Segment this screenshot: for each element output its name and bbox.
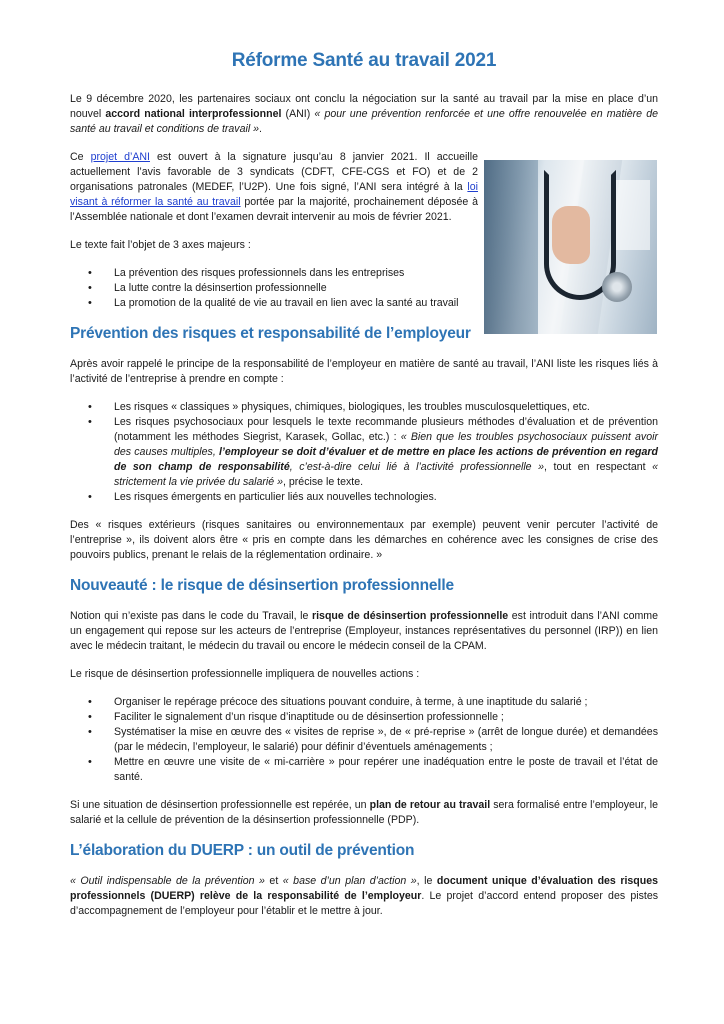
page-title: Réforme Santé au travail 2021 bbox=[231, 50, 497, 71]
external-risks-paragraph: Des « risques extérieurs (risques sanitaires ou environnementaux par exemple) peuvent venir percuter l’activité de l’entreprise », ils doivent alors être « pris en compte dans les démarches en cohérence avec les consignes de crise des pouvoirs publics, prenant le relais de la réglementation ordinaire. » bbox=[70, 519, 658, 561]
actions-list bbox=[70, 695, 658, 785]
loi-link[interactable]: loi visant à réformer la santé au travail bbox=[70, 181, 478, 208]
desinsertion-paragraph: Notion qui n’existe pas dans le code du Travail, le risque de désinsertion professionnelle est introduit dans l’ANI comme un engagement qui repose sur les acteurs de l’entreprise (Employeur, instances représentatives du personnel (IRP)) en lien avec le médecin traitant, le médecin du travail ou encore le médecin conseil de la CPAM. bbox=[70, 610, 659, 652]
section-heading-prevention: Prévention des risques et responsabilité de l’employeur bbox=[70, 325, 471, 342]
list-item: • Les risques psychosociaux pour lesquels le texte recommande plusieurs méthodes d’évaluation et de prévention (notamment les méthodes Siegrist, Karasek, Gollac, etc.) : « Bien que les troubles psychosociaux puissent avoir des causes multiples, l’employeur se doit d’évaluer et de mettre en place les actions de prévention en regard de son champ de responsabilité, c’est-à-dire celui lié à l’activité professionnelle », tout en respectant « strictement la vie privée du salarié », précise le texte. bbox=[114, 415, 658, 490]
section-heading-duerp: L’élaboration du DUERP : un outil de prévention bbox=[70, 842, 415, 859]
list-item: • Mettre en œuvre une visite de « mi-carrière » pour repérer une inadéquation entre le poste de travail et l’état de santé. bbox=[114, 755, 658, 785]
doctor-stethoscope-image bbox=[484, 160, 657, 334]
list-item: • Faciliter le signalement d’un risque d’inaptitude ou de désinsertion professionnelle ; bbox=[114, 710, 658, 725]
actions-intro: Le risque de désinsertion professionnelle impliquera de nouvelles actions : bbox=[70, 668, 420, 680]
list-item: • Les risques « classiques » physiques, chimiques, biologiques, les troubles musculosquelettiques, etc. bbox=[114, 400, 658, 415]
prevention-intro: Après avoir rappelé le principe de la responsabilité de l’employeur en matière de santé au travail, l’ANI liste les risques liés à l’activité de l’entreprise à prendre en compte : bbox=[70, 358, 658, 385]
duerp-paragraph: « Outil indispensable de la prévention » et « base d’un plan d’action », le document unique d’évaluation des risques professionnels (DUERP) relève de la responsabilité de l’employeur. Le projet d’accord entend proposer des pistes d’accompagnement de l’employeur pour l’établir et le mettre à jour. bbox=[70, 875, 659, 917]
project-paragraph: Ce projet d’ANI est ouvert à la signature jusqu’au 8 janvier 2021. Il accueille actuellement l’avis favorable de 3 syndicats (CDFT, CFE-CGS et FO) et de 2 organisations patronales (MEDEF, l’U2P). Une fois signé, l’ANI sera intégré à la loi visant à réformer la santé au travail portée par la majorité, prochainement déposée à l’Assemblée nationale et dont l’examen devrait intervenir au mois de février 2021. bbox=[70, 150, 658, 225]
list-item: • La promotion de la qualité de vie au travail en lien avec la santé au travail bbox=[114, 296, 658, 311]
intro-paragraph: Le 9 décembre 2020, les partenaires sociaux ont conclu la négociation sur la santé au travail par la mise en place d’un nouvel accord national interprofessionnel (ANI) « pour une prévention renforcée et une offre renouvelée en matière de santé au travail et conditions de travail ». bbox=[70, 93, 658, 135]
list-item: • Organiser le repérage précoce des situations pouvant conduire, à terme, à une inaptitude du salarié ; bbox=[114, 695, 658, 710]
list-item: • Les risques émergents en particulier liés aux nouvelles technologies. bbox=[114, 490, 658, 505]
list-item: • La prévention des risques professionnels dans les entreprises bbox=[114, 266, 658, 281]
return-plan-paragraph: Si une situation de désinsertion professionnelle est repérée, un plan de retour au travail sera formalisé entre l’employeur, le salarié et la cellule de prévention de la désinsertion professionnelle (PDP). bbox=[70, 799, 658, 826]
projet-ani-link[interactable]: projet d’ANI bbox=[90, 151, 150, 163]
risks-list bbox=[70, 400, 658, 505]
section-heading-desinsertion: Nouveauté : le risque de désinsertion professionnelle bbox=[70, 577, 454, 594]
list-item: • Systématiser la mise en œuvre des « visites de reprise », de « pré-reprise » (arrêt de longue durée) et demandées (par le médecin, l’employeur, le salarié) pour définir d’éventuels aménagements ; bbox=[114, 725, 658, 755]
axes-intro: Le texte fait l’objet de 3 axes majeurs : bbox=[70, 239, 251, 251]
list-item: • La lutte contre la désinsertion professionnelle bbox=[114, 281, 658, 296]
